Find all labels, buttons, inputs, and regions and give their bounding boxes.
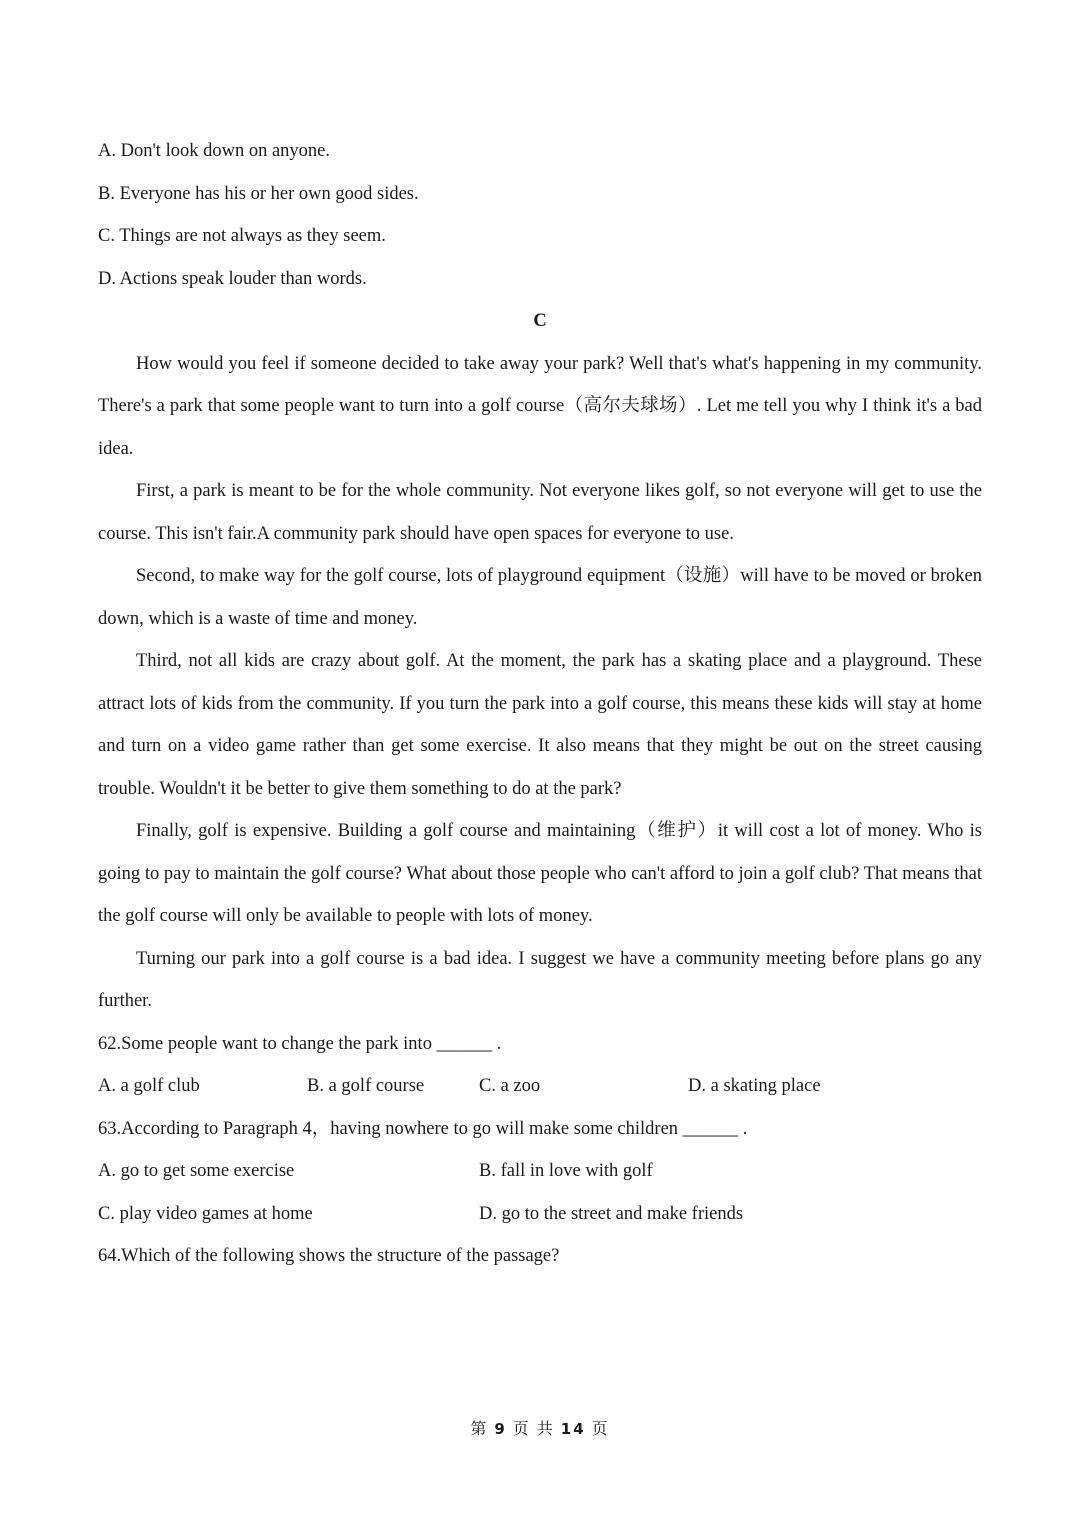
passage-paragraph-1: How would you feel if someone decided to take away your park? Well that's what's happening in my community. There's a park that some people want to turn into a golf course（高尔夫球场）. Let me tell you why I think it's a bad idea.: [98, 353, 982, 459]
question-63-option-d: D. go to the street and make friends: [479, 1203, 744, 1224]
footer-page-number: 9: [494, 1420, 507, 1438]
footer-middle: 页 共: [512, 1421, 555, 1438]
question-63-stem: 63.According to Paragraph 4，having nowhere to go will make some children ______ .: [98, 1118, 748, 1139]
exam-page: [98, 130, 982, 1278]
question-62-options: [98, 1065, 982, 1108]
footer-total-pages: 14: [560, 1420, 586, 1438]
question-64-stem: 64.Which of the following shows the structure of the passage?: [98, 1246, 560, 1266]
prev-option-c: C. Things are not always as they seem.: [98, 226, 386, 246]
question-63-options-row-1: [98, 1150, 982, 1193]
prev-option-a: A. Don't look down on anyone.: [98, 141, 330, 161]
passage-paragraph-3: Second, to make way for the golf course, lots of playground equipment（设施）will have to be moved or broken down, which is a waste of time and money.: [98, 566, 982, 629]
prev-option-b: B. Everyone has his or her own good sides.: [98, 183, 419, 204]
question-63-option-b: B. fall in love with golf: [479, 1161, 653, 1181]
footer-prefix: 第: [470, 1421, 489, 1438]
section-title: C: [533, 311, 547, 331]
passage-paragraph-5: Finally, golf is expensive. Building a golf course and maintaining（维护）it will cost a lot of money. Who is going to pay to maintain the golf course? What about those people who can't afford to join a golf club? That means that the golf course will only be available to people with lots of money.: [98, 821, 982, 926]
question-63-option-a: A. go to get some exercise: [98, 1161, 295, 1181]
question-63-options-row-2: [98, 1193, 982, 1236]
question-62-option-b: B. a golf course: [307, 1076, 425, 1096]
question-62-stem: 62.Some people want to change the park into ______ .: [98, 1033, 502, 1054]
question-63-option-c: C. play video games at home: [98, 1203, 313, 1224]
page-footer: [0, 1416, 1080, 1443]
passage-paragraph-6: Turning our park into a golf course is a bad idea. I suggest we have a community meeting before plans go any further.: [98, 948, 982, 1011]
prev-option-d: D. Actions speak louder than words.: [98, 268, 367, 289]
footer-suffix: 页: [591, 1421, 610, 1438]
question-62-option-d: D. a skating place: [688, 1076, 821, 1096]
question-62-option-a: A. a golf club: [98, 1076, 200, 1096]
passage-paragraph-4: Third, not all kids are crazy about golf. At the moment, the park has a skating place and a playground. These attract lots of kids from the community. If you turn the park into a golf course, this means these kids will stay at home and turn on a video game rather than get some exercise. It also means that they might be out on the street causing trouble. Wouldn't it be better to give them something to do at the park?: [98, 651, 982, 799]
passage-paragraph-2: First, a park is meant to be for the whole community. Not everyone likes golf, so not everyone will get to use the course. This isn't fair.A community park should have open spaces for everyone to use.: [98, 481, 982, 544]
question-62-option-c: C. a zoo: [479, 1076, 541, 1096]
